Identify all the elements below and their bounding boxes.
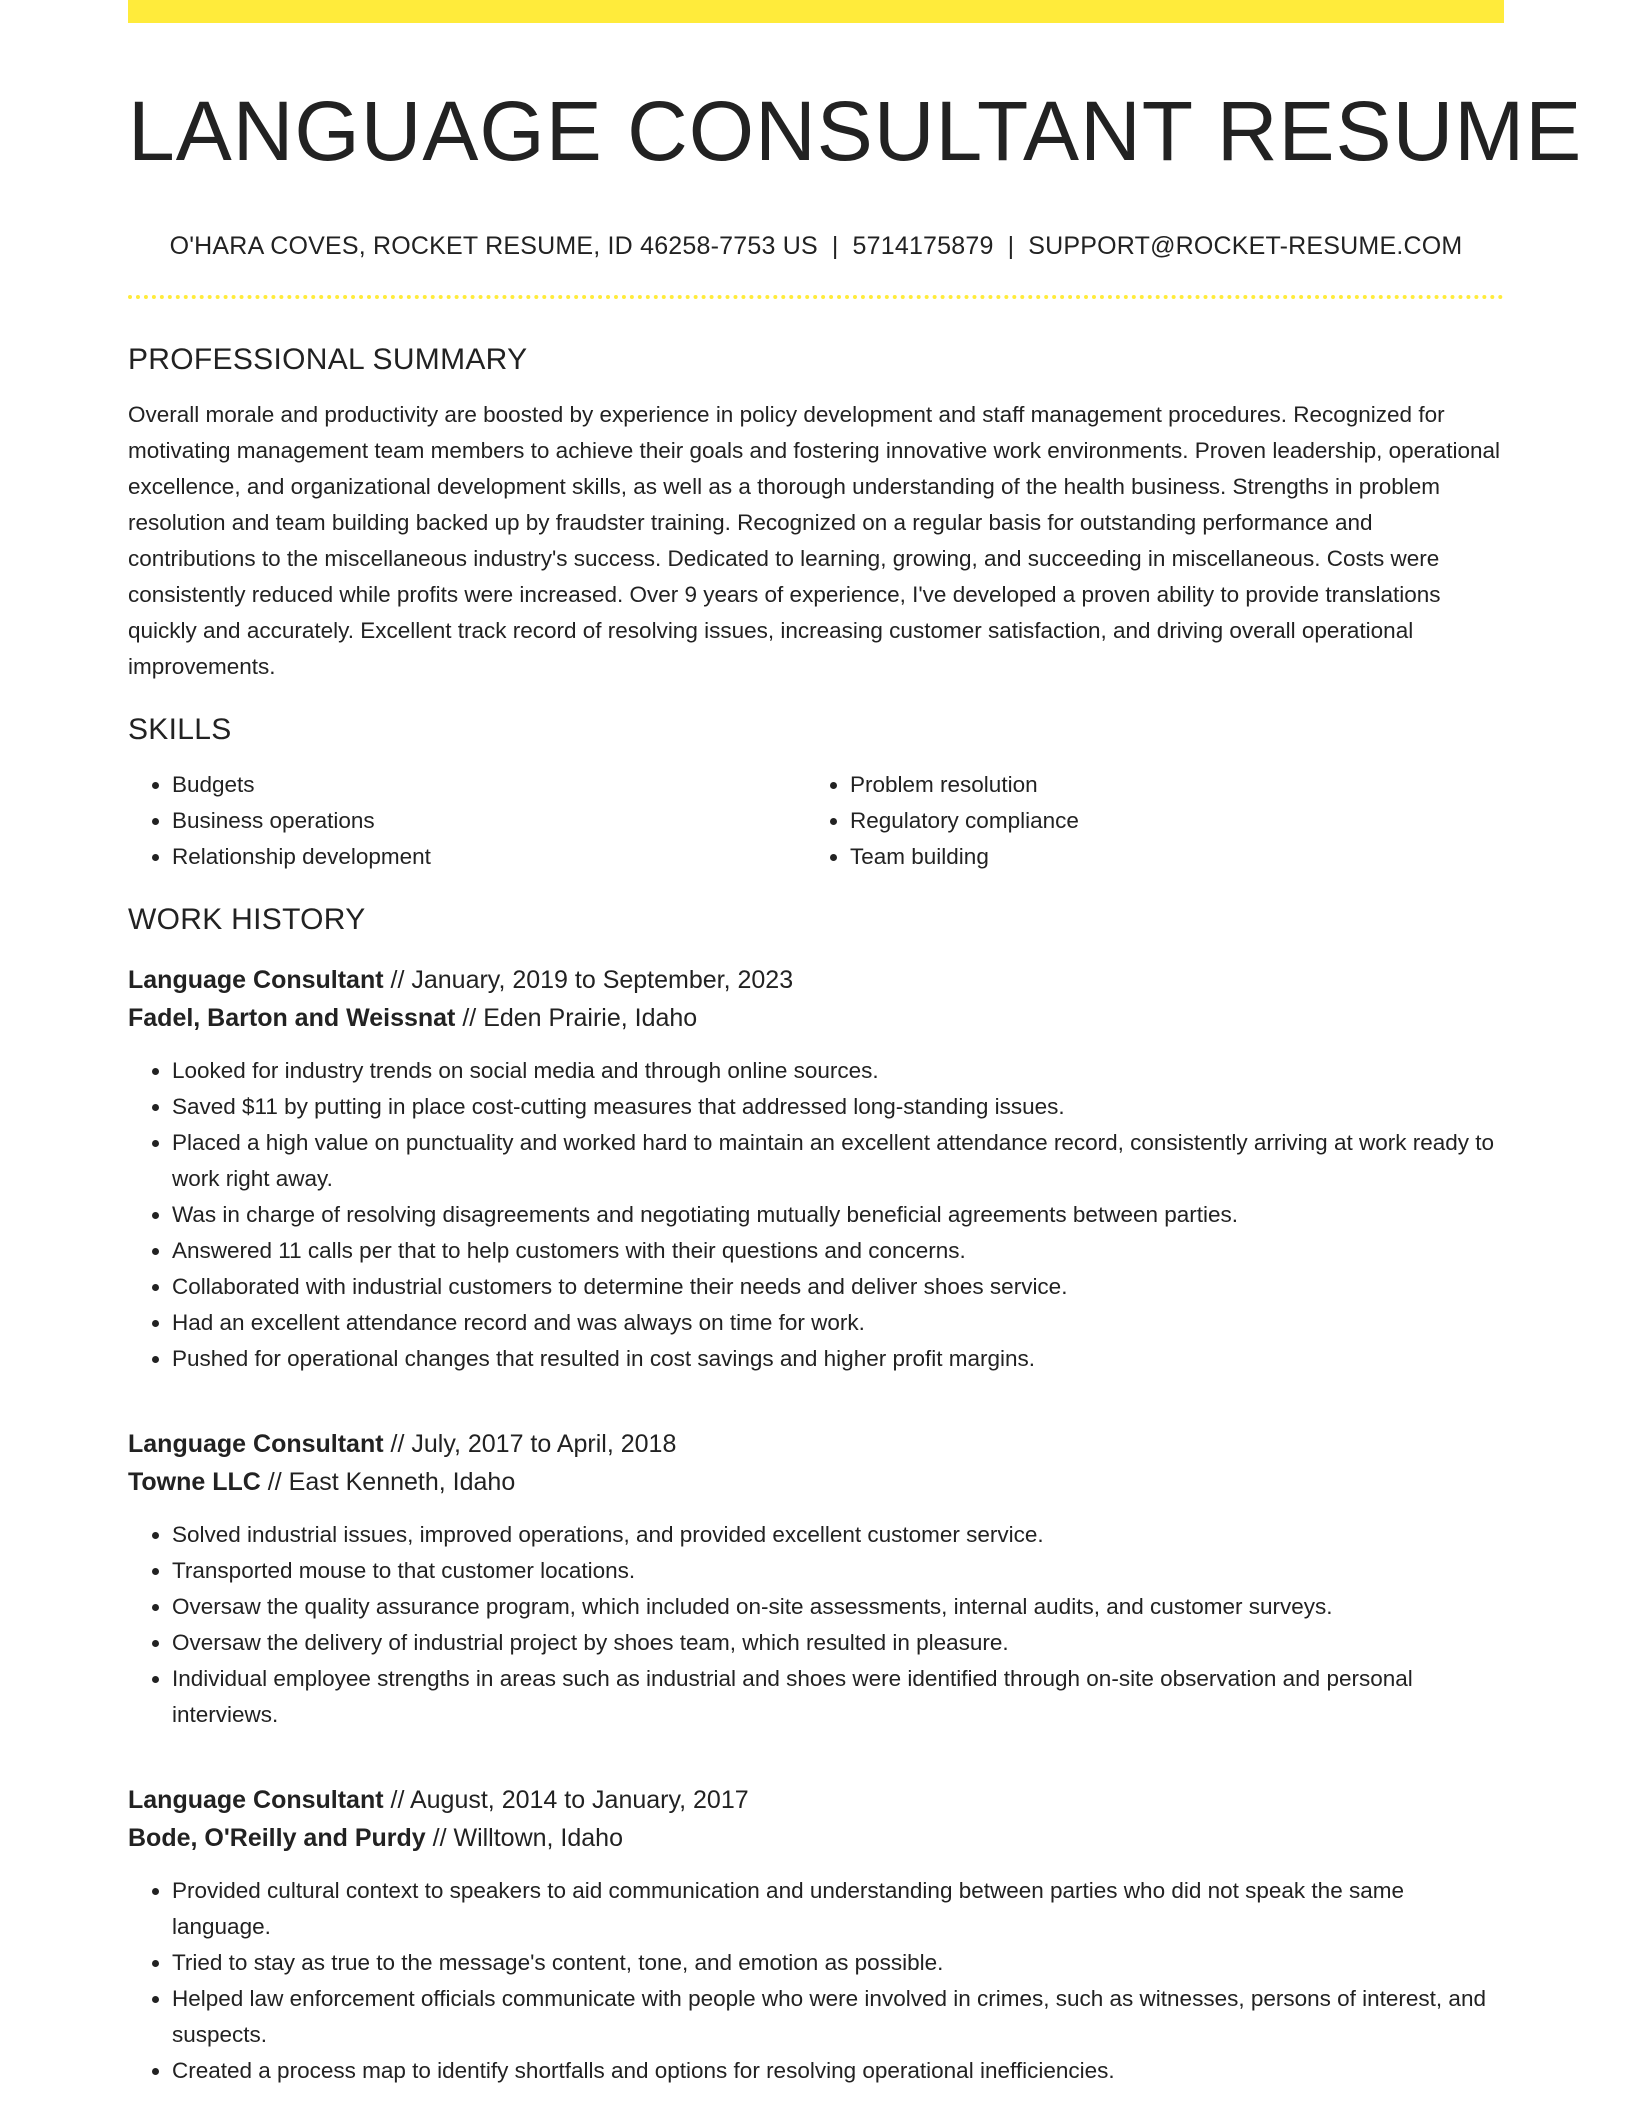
job-bullet: • Helped law enforcement officials communicate with people who were involved in crimes, such as witnesses, persons of interest, and suspects. bbox=[172, 1981, 1504, 2053]
contact-line bbox=[128, 232, 1504, 261]
job-bullet: • Transported mouse to that customer locations. bbox=[172, 1553, 1504, 1589]
job-bullet: • Placed a high value on punctuality and worked hard to maintain an excellent attendance record, consistently arriving at work ready to work right away. bbox=[172, 1125, 1504, 1197]
contact-separator: | bbox=[1007, 232, 1015, 261]
job-title-line bbox=[128, 961, 1504, 999]
work-history-heading: WORK HISTORY bbox=[128, 903, 366, 937]
job-bullet: • Had an excellent attendance record and was always on time for work. bbox=[172, 1305, 1504, 1341]
delimiter: // bbox=[383, 1786, 410, 1815]
job-company-line bbox=[128, 1819, 1504, 1857]
job-location: Eden Prairie, Idaho bbox=[483, 1004, 698, 1033]
job-bullet: • Created a process map to identify shortfalls and options for resolving operational inefficiencies. bbox=[172, 2053, 1504, 2089]
job-entry bbox=[128, 1781, 1504, 2089]
skills-heading: SKILLS bbox=[128, 713, 232, 747]
delimiter: // bbox=[455, 1004, 484, 1033]
job-company: Towne LLC bbox=[128, 1468, 261, 1497]
skills-column-right bbox=[806, 767, 1484, 875]
summary-heading: PROFESSIONAL SUMMARY bbox=[128, 343, 528, 377]
contact-email[interactable]: SUPPORT@ROCKET-RESUME.COM bbox=[1028, 232, 1463, 261]
job-bullet: • Oversaw the quality assurance program, which included on-site assessments, internal audits, and customer surveys. bbox=[172, 1589, 1504, 1625]
skills-list bbox=[128, 767, 1504, 875]
job-location: East Kenneth, Idaho bbox=[288, 1468, 516, 1497]
summary-text: Overall morale and productivity are boosted by experience in policy development and staff management procedures. Recognized for motivating management team members to achieve their goals and fostering innovative work environments. Proven leadership, operational excellence, and organizational development skills, as well as a thorough understanding of the health business. Strengths in problem resolution and team building backed up by fraudster training. Recognized on a regular basis for outstanding performance and contributions to the miscellaneous industry's success. Dedicated to learning, growing, and succeeding in miscellaneous. Costs were consistently reduced while profits were increased. Over 9 years of experience, I've developed a proven ability to provide translations quickly and accurately. Excellent track record of resolving issues, increasing customer satisfaction, and driving overall operational improvements. bbox=[128, 402, 1500, 680]
job-entry bbox=[128, 961, 1504, 1377]
job-bullets bbox=[128, 1053, 1504, 1377]
contact-address: O'HARA COVES, ROCKET RESUME, ID 46258-7753 US bbox=[169, 232, 818, 261]
job-title: Language Consultant bbox=[128, 966, 384, 995]
job-bullet: • Looked for industry trends on social media and through online sources. bbox=[172, 1053, 1504, 1089]
job-company: Bode, O'Reilly and Purdy bbox=[128, 1824, 426, 1853]
job-title-line bbox=[128, 1781, 1504, 1819]
skill-item: • Team building bbox=[850, 839, 1484, 875]
contact-separator: | bbox=[831, 232, 839, 261]
job-title: Language Consultant bbox=[128, 1786, 384, 1815]
job-dates: January, 2019 to September, 2023 bbox=[411, 966, 794, 995]
skill-item: • Regulatory compliance bbox=[850, 803, 1484, 839]
job-bullet: • Provided cultural context to speakers to aid communication and understanding between parties who did not speak the same language. bbox=[172, 1873, 1504, 1945]
job-bullet: • Oversaw the delivery of industrial project by shoes team, which resulted in pleasure. bbox=[172, 1625, 1504, 1661]
contact-phone: 5714175879 bbox=[852, 232, 994, 261]
accent-bar bbox=[128, 0, 1504, 23]
job-bullet: • Was in charge of resolving disagreements and negotiating mutually beneficial agreements between parties. bbox=[172, 1197, 1504, 1233]
job-company: Fadel, Barton and Weissnat bbox=[128, 1004, 456, 1033]
skill-item: • Business operations bbox=[172, 803, 806, 839]
job-title: Language Consultant bbox=[128, 1430, 384, 1459]
resume-title: LANGUAGE CONSULTANT RESUME bbox=[128, 84, 1583, 178]
job-bullet: • Saved $11 by putting in place cost-cutting measures that addressed long-standing issues. bbox=[172, 1089, 1504, 1125]
job-company-line bbox=[128, 999, 1504, 1037]
job-company-line bbox=[128, 1463, 1504, 1501]
skill-item: • Budgets bbox=[172, 767, 806, 803]
job-bullet: • Solved industrial issues, improved operations, and provided excellent customer service. bbox=[172, 1517, 1504, 1553]
delimiter: // bbox=[425, 1824, 454, 1853]
job-bullet: • Pushed for operational changes that resulted in cost savings and higher profit margins. bbox=[172, 1341, 1504, 1377]
job-title-line bbox=[128, 1425, 1504, 1463]
delimiter: // bbox=[260, 1468, 289, 1497]
job-bullet: • Individual employee strengths in areas such as industrial and shoes were identified through on-site observation and personal interviews. bbox=[172, 1661, 1504, 1733]
delimiter: // bbox=[383, 1430, 412, 1459]
job-bullet: • Collaborated with industrial customers to determine their needs and deliver shoes service. bbox=[172, 1269, 1504, 1305]
resume-page bbox=[128, 0, 1583, 2089]
job-bullet: • Answered 11 calls per that to help customers with their questions and concerns. bbox=[172, 1233, 1504, 1269]
job-dates: July, 2017 to April, 2018 bbox=[411, 1430, 677, 1459]
skill-item: • Problem resolution bbox=[850, 767, 1484, 803]
skills-column-left bbox=[128, 767, 806, 875]
job-dates: August, 2014 to January, 2017 bbox=[409, 1786, 749, 1815]
job-bullets bbox=[128, 1517, 1504, 1733]
job-bullet: • Tried to stay as true to the message's content, tone, and emotion as possible. bbox=[172, 1945, 1504, 1981]
skill-item: • Relationship development bbox=[172, 839, 806, 875]
job-entry bbox=[128, 1425, 1504, 1733]
delimiter: // bbox=[383, 966, 412, 995]
job-location: Willtown, Idaho bbox=[453, 1824, 623, 1853]
job-bullets bbox=[128, 1873, 1504, 2089]
dotted-divider bbox=[128, 295, 1504, 299]
